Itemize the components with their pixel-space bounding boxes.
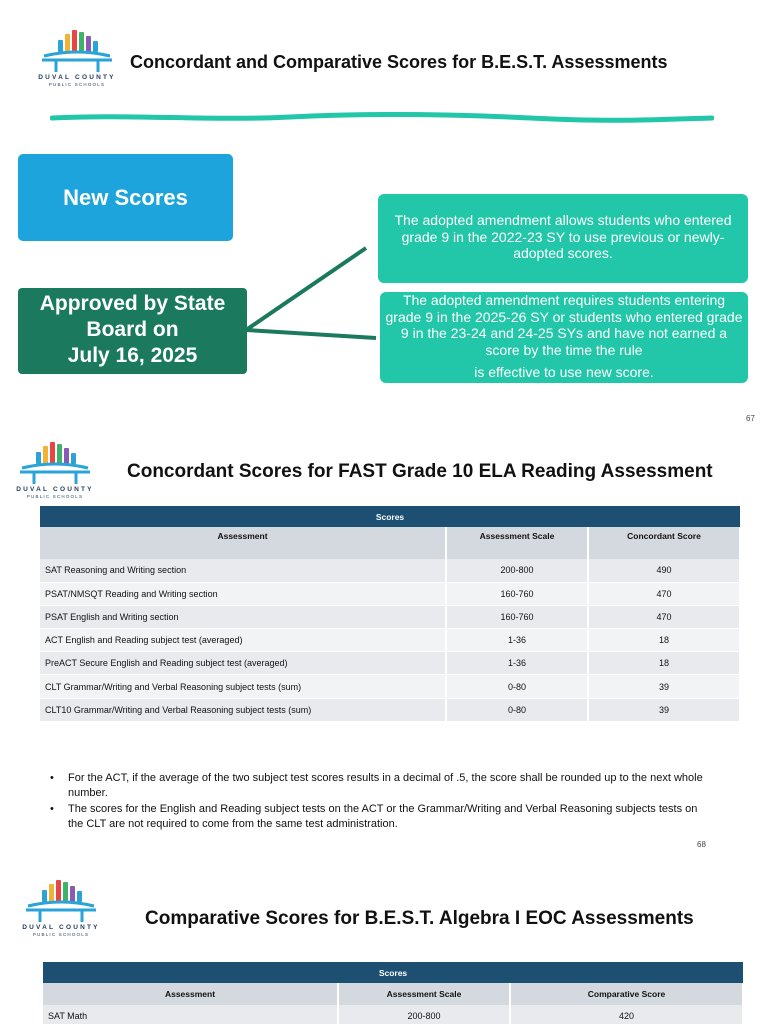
table-group-header: Scores [40, 506, 740, 527]
column-header-assessment: Assessment [40, 527, 446, 559]
approved-box [18, 288, 247, 374]
column-header-concordant-score: Concordant Score [588, 527, 740, 559]
note-item: • For the ACT, if the average of the two subject test scores results in a decimal of .5, the score shall be rounded up to the next whole number. [48, 771, 708, 801]
cell-assessment: PreACT Secure English and Reading subject test (averaged) [40, 652, 446, 675]
duval-logo [32, 30, 122, 90]
cell-assessment: CLT Grammar/Writing and Verbal Reasoning subject tests (sum) [40, 675, 446, 698]
slide-68 [0, 430, 768, 860]
cell-assessment: ACT English and Reading subject test (averaged) [40, 629, 446, 652]
column-header-assessment: Assessment [43, 983, 338, 1005]
table-row [40, 605, 740, 628]
cell-scale: 160-760 [446, 605, 588, 628]
cell-score: 470 [588, 605, 740, 628]
info-box-previous-scores: The adopted amendment allows students who entered grade 9 in the 2022-23 SY to use previous or newly-adopted scores. [378, 194, 748, 283]
column-header-scale: Assessment Scale [338, 983, 510, 1005]
bridge-icon [20, 462, 90, 484]
logo-text-public-schools: PUBLIC SCHOOLS [48, 82, 106, 87]
bridge-icon [42, 50, 112, 72]
logo-bars-icon [32, 442, 78, 464]
info2-last: is effective to use new score. [474, 364, 654, 380]
cell-scale: 160-760 [446, 582, 588, 605]
cell-score: 490 [588, 559, 740, 582]
cell-scale: 0-80 [446, 698, 588, 721]
page-number: 67 [746, 414, 755, 423]
logo-bars-icon [38, 880, 84, 902]
connector-lines [240, 240, 380, 345]
new-scores-box: New Scores [18, 154, 233, 241]
cell-score: 39 [588, 698, 740, 721]
cell-scale: 200-800 [446, 559, 588, 582]
table-row [40, 675, 740, 698]
cell-score: 420 [510, 1005, 743, 1024]
slide-67 [0, 0, 768, 430]
slide-69 [0, 860, 768, 1024]
page-number: 68 [697, 840, 706, 849]
table-row [43, 1005, 743, 1024]
logo-text-public-schools: PUBLIC SCHOOLS [32, 932, 90, 937]
cell-score: 39 [588, 675, 740, 698]
column-header-comparative-score: Comparative Score [510, 983, 743, 1005]
concordant-scores-table [40, 506, 741, 722]
slide-title: Concordant and Comparative Scores for B.E.S.T. Assessments [130, 52, 668, 72]
logo-text-duval: DUVAL COUNTY [22, 924, 100, 931]
bridge-icon [26, 900, 96, 922]
logo-text-public-schools: PUBLIC SCHOOLS [26, 494, 84, 499]
table-group-header: Scores [43, 962, 743, 983]
cell-scale: 1-36 [446, 652, 588, 675]
approved-line-3: July 16, 2025 [67, 344, 198, 367]
slide-title: Concordant Scores for FAST Grade 10 ELA Reading Assessment [127, 461, 713, 482]
cell-assessment: CLT10 Grammar/Writing and Verbal Reasoning subject tests (sum) [40, 698, 446, 721]
approved-line-1: Approved by State [39, 292, 226, 315]
info2-main: The adopted amendment requires students entering grade 9 in the 2025-26 SY or students who entered grade 9 in the 23-24 and 24-25 SYs and have not earned a score by the time the rule [385, 292, 743, 358]
notes-list [48, 771, 708, 833]
logo-text-duval: DUVAL COUNTY [38, 74, 116, 81]
table-row [40, 629, 740, 652]
duval-logo [10, 442, 100, 502]
cell-scale: 200-800 [338, 1005, 510, 1024]
table-row [40, 698, 740, 721]
slide-title: Comparative Scores for B.E.S.T. Algebra I EOC Assessments [145, 908, 694, 929]
approved-line-2: Board on [86, 318, 179, 341]
logo-text-duval: DUVAL COUNTY [16, 486, 94, 493]
cell-assessment: SAT Reasoning and Writing section [40, 559, 446, 582]
cell-score: 18 [588, 629, 740, 652]
note-item: • The scores for the English and Reading subject tests on the ACT or the Grammar/Writing and Verbal Reasoning subjects tests on the CLT are not required to come from the same test administration. [48, 802, 708, 832]
cell-scale: 1-36 [446, 629, 588, 652]
table-row [40, 559, 740, 582]
cell-scale: 0-80 [446, 675, 588, 698]
cell-score: 470 [588, 582, 740, 605]
cell-assessment: PSAT/NMSQT Reading and Writing section [40, 582, 446, 605]
cell-score: 18 [588, 652, 740, 675]
column-header-scale: Assessment Scale [446, 527, 588, 559]
cell-assessment: SAT Math [43, 1005, 338, 1024]
wave-divider [50, 110, 714, 126]
cell-assessment: PSAT English and Writing section [40, 605, 446, 628]
logo-bars-icon [54, 30, 100, 52]
comparative-scores-table [43, 962, 744, 1024]
info-box-new-scores [380, 292, 748, 383]
duval-logo [16, 880, 106, 940]
table-row [40, 582, 740, 605]
table-row [40, 652, 740, 675]
